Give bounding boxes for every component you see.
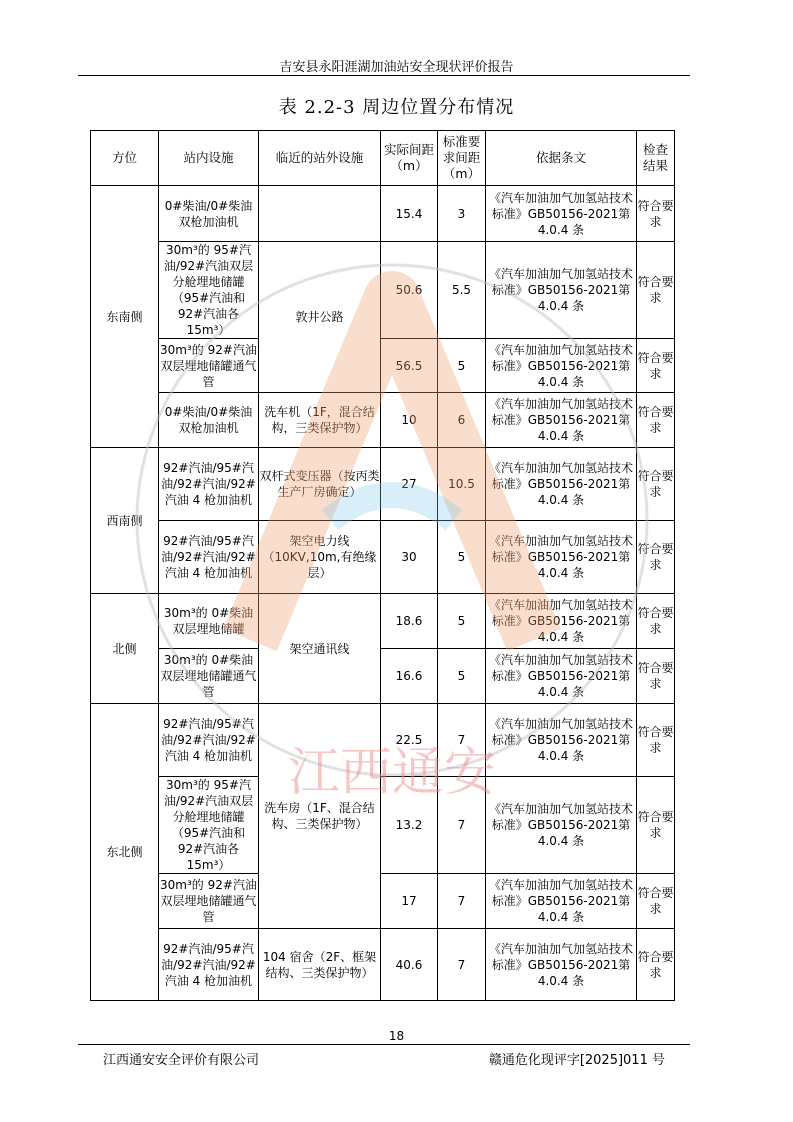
table-row [91, 339, 675, 393]
result-cell: 符合要求 [637, 874, 675, 929]
facility-cell: 92#汽油/95#汽油/92#汽油/92#汽油 4 枪加油机 [159, 448, 259, 521]
facility-cell: 30m³的 95#汽油/92#汽油双层分舱埋地储罐（95#汽油和 92#汽油各 15m³） [159, 777, 259, 874]
standard-distance-cell: 5 [438, 594, 486, 649]
basis-cell: 《汽车加油加气加氢站技术标准》GB50156-2021第 4.0.4 条 [486, 339, 637, 393]
basis-cell: 《汽车加油加气加氢站技术标准》GB50156-2021第 4.0.4 条 [486, 242, 637, 339]
facility-cell: 0#柴油/0#柴油双枪加油机 [159, 393, 259, 448]
actual-distance-cell: 18.6 [381, 594, 438, 649]
standard-distance-cell: 7 [438, 704, 486, 777]
facility-cell: 30m³的 0#柴油双层埋地储罐 [159, 594, 259, 649]
actual-distance-cell: 56.5 [381, 339, 438, 393]
col-header-basis: 依据条文 [486, 131, 637, 186]
footer-divider [78, 1044, 690, 1045]
direction-cell: 东北侧 [91, 704, 159, 1001]
result-cell: 符合要求 [637, 929, 675, 1001]
direction-cell: 东南侧 [91, 186, 159, 448]
standard-distance-cell: 3 [438, 186, 486, 242]
external-cell: 敦井公路 [259, 242, 381, 393]
table-row [91, 521, 675, 594]
basis-cell: 《汽车加油加气加氢站技术标准》GB50156-2021第 4.0.4 条 [486, 521, 637, 594]
result-cell: 符合要求 [637, 777, 675, 874]
external-cell: 架空电力线（10KV,10m,有绝缘层） [259, 521, 381, 594]
table-row [91, 186, 675, 242]
external-cell: 双杆式变压器（按丙类生产厂房确定） [259, 448, 381, 521]
table-row [91, 704, 675, 777]
standard-distance-cell: 6 [438, 393, 486, 448]
surroundings-table [90, 130, 675, 1001]
standard-distance-cell: 5 [438, 339, 486, 393]
table-row [91, 874, 675, 929]
standard-distance-cell: 5 [438, 521, 486, 594]
standard-distance-cell: 5 [438, 649, 486, 704]
facility-cell: 30m³的 0#柴油双层埋地储罐通气管 [159, 649, 259, 704]
actual-distance-cell: 13.2 [381, 777, 438, 874]
table-row [91, 242, 675, 339]
result-cell: 符合要求 [637, 393, 675, 448]
facility-cell: 30m³的 95#汽油/92#汽油双层分舱埋地储罐（95#汽油和 92#汽油各 15m³） [159, 242, 259, 339]
table-header-row [91, 131, 675, 186]
basis-cell: 《汽车加油加气加氢站技术标准》GB50156-2021第 4.0.4 条 [486, 448, 637, 521]
actual-distance-cell: 22.5 [381, 704, 438, 777]
facility-cell: 30m³的 92#汽油双层埋地储罐通气管 [159, 339, 259, 393]
result-cell: 符合要求 [637, 186, 675, 242]
table-caption: 表 2.2-3 周边位置分布情况 [278, 97, 515, 118]
basis-cell: 《汽车加油加气加氢站技术标准》GB50156-2021第 4.0.4 条 [486, 874, 637, 929]
direction-cell: 北侧 [91, 594, 159, 704]
result-cell: 符合要求 [637, 594, 675, 649]
table-row [91, 448, 675, 521]
page-number: 18 [388, 1029, 405, 1043]
external-cell: 洗车房（1F、混合结构、三类保护物） [259, 704, 381, 929]
result-cell: 符合要求 [637, 448, 675, 521]
result-cell: 符合要求 [637, 704, 675, 777]
external-cell: 104 宿舍（2F、框架结构、三类保护物） [259, 929, 381, 1001]
actual-distance-cell: 15.4 [381, 186, 438, 242]
footer-company: 江西通安安全评价有限公司 [103, 1053, 260, 1068]
standard-distance-cell: 7 [438, 929, 486, 1001]
standard-distance-cell: 5.5 [438, 242, 486, 339]
table-row [91, 929, 675, 1001]
external-cell: 架空通讯线 [259, 594, 381, 704]
facility-cell: 30m³的 92#汽油双层埋地储罐通气管 [159, 874, 259, 929]
standard-distance-cell: 7 [438, 874, 486, 929]
result-cell: 符合要求 [637, 521, 675, 594]
result-cell: 符合要求 [637, 242, 675, 339]
standard-distance-cell: 10.5 [438, 448, 486, 521]
direction-cell: 西南侧 [91, 448, 159, 594]
header-divider [78, 75, 690, 76]
actual-distance-cell: 16.6 [381, 649, 438, 704]
basis-cell: 《汽车加油加气加氢站技术标准》GB50156-2021第 4.0.4 条 [486, 186, 637, 242]
actual-distance-cell: 10 [381, 393, 438, 448]
page-header: 吉安县永阳涯湖加油站安全现状评价报告 [279, 60, 514, 75]
external-cell: 洗车机（1F，混合结构，三类保护物） [259, 393, 381, 448]
facility-cell: 92#汽油/95#汽油/92#汽油/92#汽油 4 枪加油机 [159, 521, 259, 594]
col-header-standard: 标准要求间距（m） [438, 131, 486, 186]
col-header-result: 检查结果 [637, 131, 675, 186]
col-header-direction: 方位 [91, 131, 159, 186]
facility-cell: 92#汽油/95#汽油/92#汽油/92#汽油 4 枪加油机 [159, 929, 259, 1001]
basis-cell: 《汽车加油加气加氢站技术标准》GB50156-2021第 4.0.4 条 [486, 777, 637, 874]
actual-distance-cell: 40.6 [381, 929, 438, 1001]
actual-distance-cell: 27 [381, 448, 438, 521]
col-header-facility: 站内设施 [159, 131, 259, 186]
result-cell: 符合要求 [637, 339, 675, 393]
col-header-external: 临近的站外设施 [259, 131, 381, 186]
basis-cell: 《汽车加油加气加氢站技术标准》GB50156-2021第 4.0.4 条 [486, 704, 637, 777]
basis-cell: 《汽车加油加气加氢站技术标准》GB50156-2021第 4.0.4 条 [486, 594, 637, 649]
table-row [91, 393, 675, 448]
basis-cell: 《汽车加油加气加氢站技术标准》GB50156-2021第 4.0.4 条 [486, 649, 637, 704]
actual-distance-cell: 50.6 [381, 242, 438, 339]
actual-distance-cell: 30 [381, 521, 438, 594]
actual-distance-cell: 17 [381, 874, 438, 929]
external-cell [259, 186, 381, 242]
result-cell: 符合要求 [637, 649, 675, 704]
footer-ref: 赣通危化现评字[2025]011 号 [488, 1053, 665, 1068]
col-header-actual: 实际间距（m） [381, 131, 438, 186]
standard-distance-cell: 7 [438, 777, 486, 874]
table-row [91, 649, 675, 704]
watermark-text: 江西通安 [287, 744, 497, 802]
basis-cell: 《汽车加油加气加氢站技术标准》GB50156-2021第 4.0.4 条 [486, 393, 637, 448]
facility-cell: 0#柴油/0#柴油双枪加油机 [159, 186, 259, 242]
table-row [91, 777, 675, 874]
basis-cell: 《汽车加油加气加氢站技术标准》GB50156-2021第 4.0.4 条 [486, 929, 637, 1001]
table-row [91, 594, 675, 649]
facility-cell: 92#汽油/95#汽油/92#汽油/92#汽油 4 枪加油机 [159, 704, 259, 777]
